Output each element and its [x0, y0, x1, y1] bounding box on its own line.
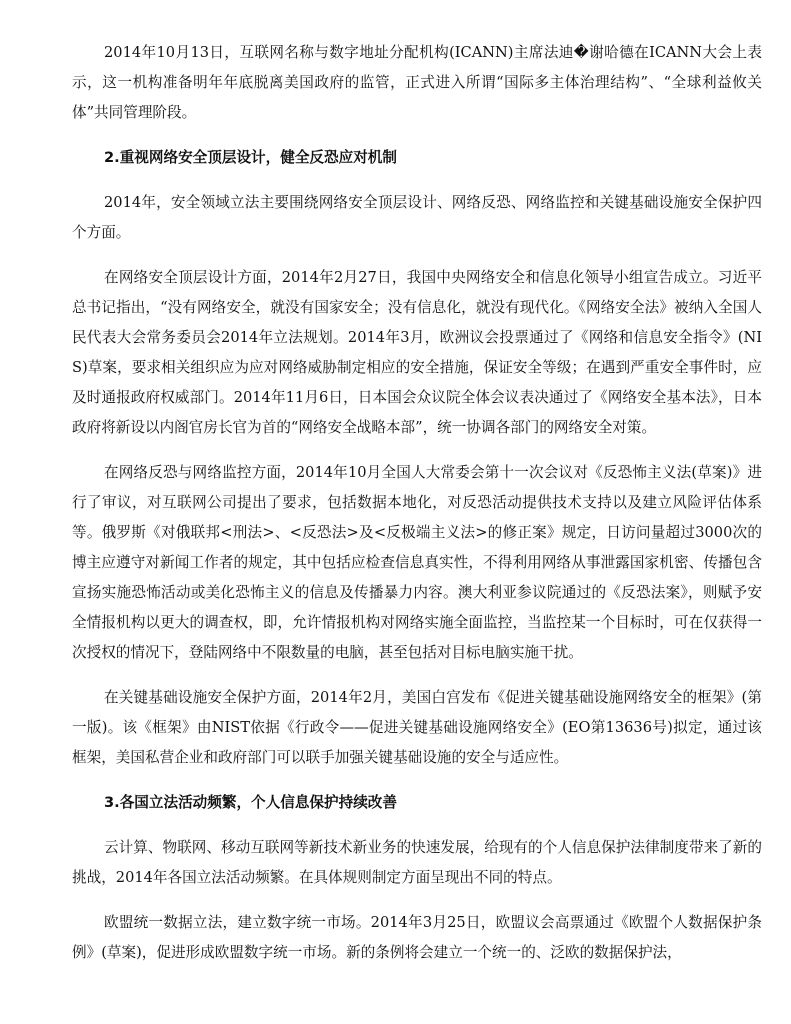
paragraph-personal-info: 云计算、物联网、移动互联网等新技术新业务的快速发展，给现有的个人信息保护法律制度带来了新的挑战，2014年各国立法活动频繁。在具体规则制定方面呈现出不同的特点。 — [72, 839, 762, 886]
paragraph-top-level-design: 在网络安全顶层设计方面，2014年2月27日，我国中央网络安全和信息化领导小组宣告成立。习近平总书记指出，“没有网络安全，就没有国家安全；没有信息化，就没有现代化。《网络安全法》被纳入全国人民代表大会常务委员会2014年立法规划。2014年3月，欧洲议会投票通过了《网络和信息安全指令》(NIS)草案，要求相关组织应为应对网络威胁制定相应的安全措施，保证安全等级；在遇到严重安全事件时，应及时通报政府权威部门。2014年11月6日，日本国会众议院全体会议表决通过了《网络安全基本法》，日本政府将新设以内阁官房长官为首的“网络安全战略本部”，统一协调各部门的网络安全对策。 — [72, 269, 762, 436]
paragraph-critical-infrastructure: 在关键基础设施安全保护方面，2014年2月，美国白宫发布《促进关键基础设施网络安全的框架》(第一版)。该《框架》由NIST依据《行政令——促进关键基础设施网络安全》(EO第13636号)拟定，通过该框架，美国私营企业和政府部门可以联手加强关键基础设施的安全与适应性。 — [72, 689, 762, 766]
section-heading-3: 3.各国立法活动频繁，个人信息保护持续改善 — [104, 794, 397, 811]
paragraph-icann: 2014年10月13日，互联网名称与数字地址分配机构(ICANN)主席法迪�谢哈德在ICANN大会上表示，这一机构准备明年年底脱离美国政府的监管，正式进入所谓“国际多主体治理结构”、“全球利益攸关体”共同管理阶段。 — [72, 44, 762, 121]
paragraph-eu-data: 欧盟统一数据立法，建立数字统一市场。2014年3月25日，欧盟议会高票通过《欧盟个人数据保护条例》(草案)，促进形成欧盟数字统一市场。新的条例将会建立一个统一的、泛欧的数据保护法， — [72, 914, 762, 961]
document-page — [72, 38, 762, 983]
paragraph-security-overview: 2014年，安全领域立法主要围绕网络安全顶层设计、网络反恐、网络监控和关键基础设施安全保护四个方面。 — [72, 194, 762, 241]
paragraph-counter-terrorism: 在网络反恐与网络监控方面，2014年10月全国人大常委会第十一次会议对《反恐怖主义法(草案)》进行了审议，对互联网公司提出了要求，包括数据本地化，对反恐活动提供技术支持以及建立风险评估体系等。俄罗斯《对俄联邦<刑法>、<反恐法>及<反极端主义法>的修正案》规定，日访问量超过3000次的博主应遵守对新闻工作者的规定，其中包括应检查信息真实性，不得利用网络从事泄露国家机密、传播包含宣扬实施恐怖活动或美化恐怖主义的信息及传播暴力内容。澳大利亚参议院通过的《反恐法案》，则赋予安全情报机构以更大的调查权，即，允许情报机构对网络实施全面监控，当监控某一个目标时，可在仅获得一次授权的情况下，登陆网络中不限数量的电脑，甚至包括对目标电脑实施干扰。 — [72, 464, 762, 661]
section-heading-2: 2.重视网络安全顶层设计，健全反恐应对机制 — [104, 149, 397, 166]
